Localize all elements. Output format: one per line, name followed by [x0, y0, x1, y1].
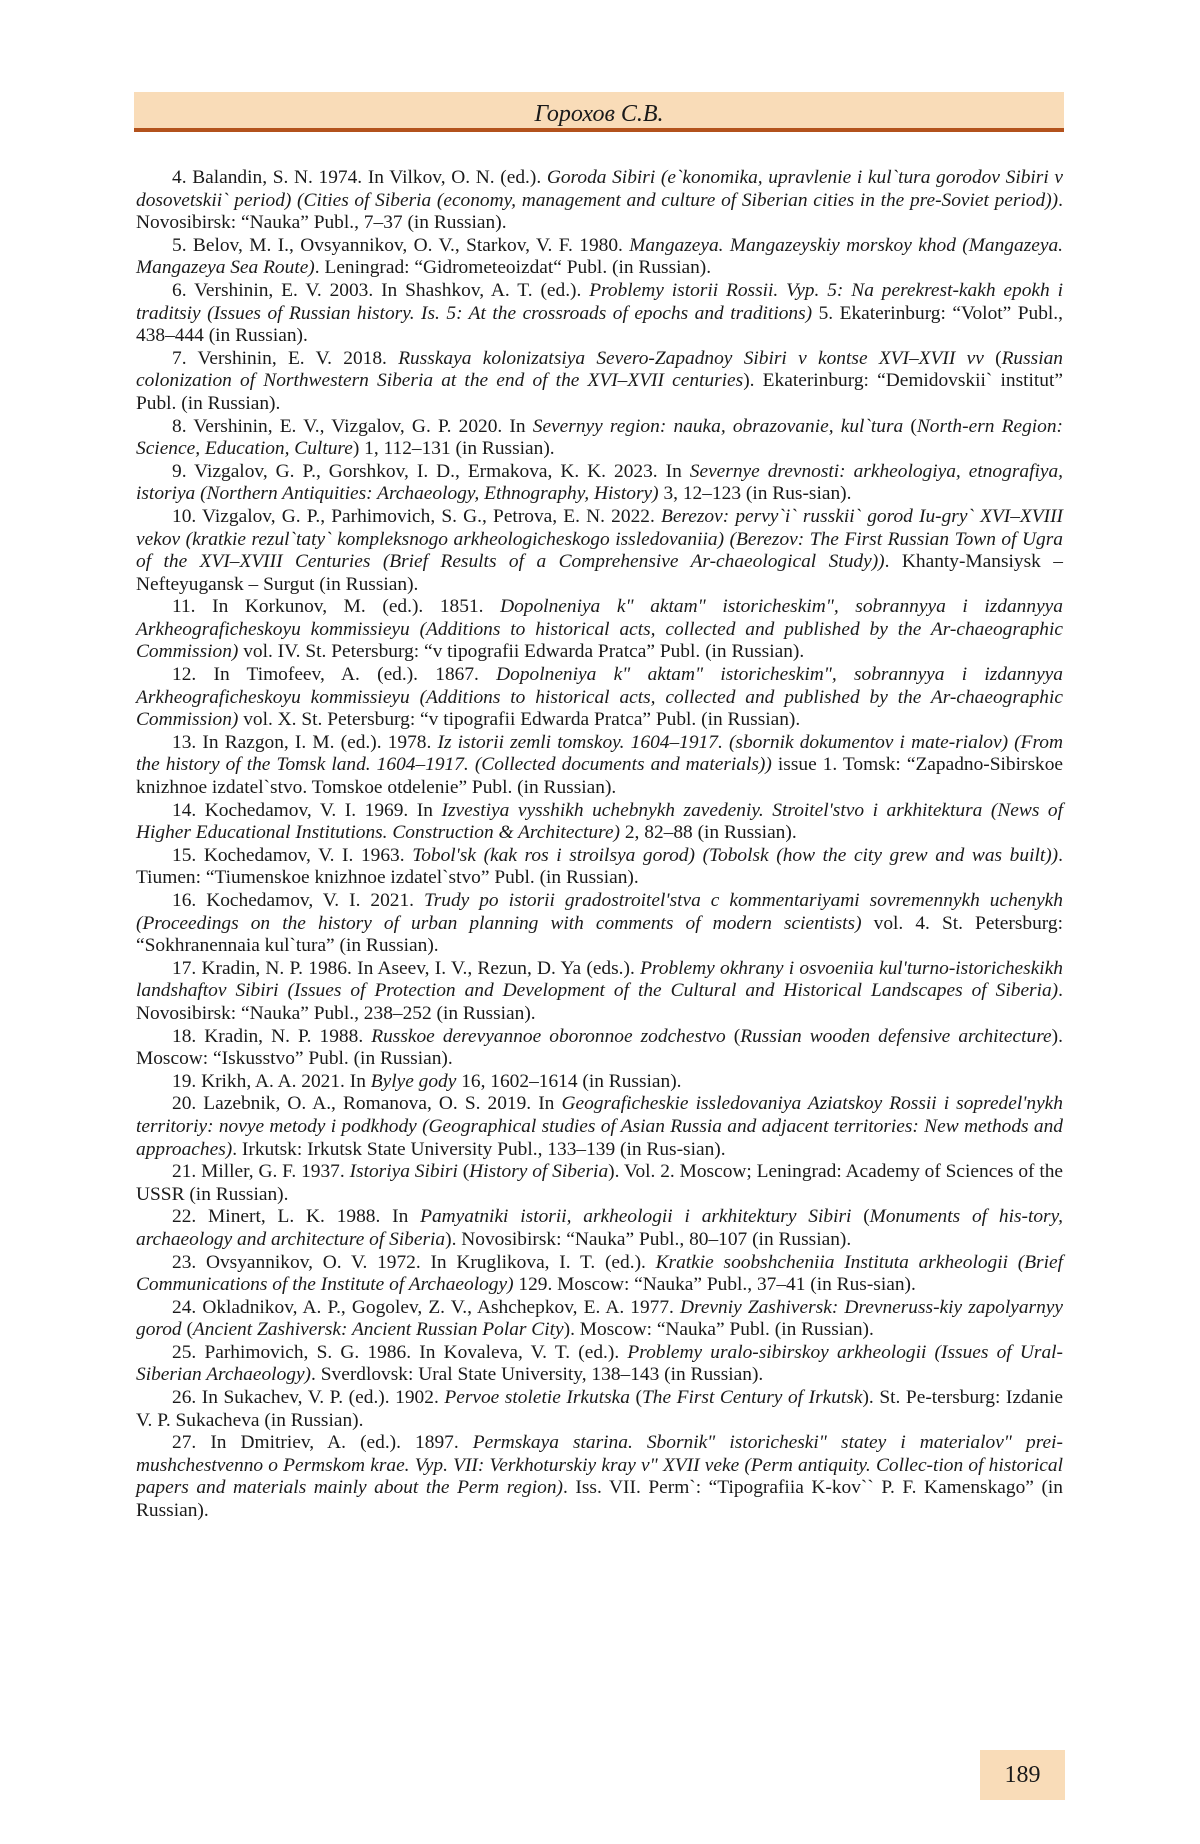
reference-title: Goroda Sibiri (e`konomika, upravlenie i kul`tura gorodov Sibiri v dosovetskii` period) (Cities of Siberia (economy, management and culture of Siberian cities in the pre-Soviet period)) [136, 167, 1063, 211]
reference-title: Severnyy region: nauka, obrazovanie, kul`tura [532, 415, 904, 437]
reference-text: 16, 1602–1614 (in Russian). [456, 1070, 682, 1092]
reference-entry [136, 596, 1063, 664]
reference-title: Drevniy Zashiversk: Drevneruss-kiy zapolyarnyy gorod [136, 1296, 1064, 1341]
reference-title: Geograficheskie issledovaniya Aziatskoy Rossii i sopredel'nykh territoriy: novye metody i podkhody (Geographical studies of Asian Russia and adjacent territories: New methods and approaches) [136, 1093, 1063, 1160]
reference-entry [136, 1342, 1063, 1387]
reference-text: 129. Moscow: “Nauka” Publ., 37–41 (in Rus-sian). [513, 1274, 916, 1296]
reference-title: Monuments of his-tory, archaeology and architecture of Siberia [136, 1206, 1063, 1250]
reference-text: 7. Vershinin, E. V. 2018. [172, 347, 399, 369]
reference-entry [136, 280, 1063, 348]
reference-text: . Tiumen: “Tiumenskoe knizhnoe izdatel`stvo” Publ. (in Russian). [136, 844, 1064, 889]
reference-text: 8. Vershinin, E. V., Vizgalov, G. P. 2020. In [172, 415, 533, 437]
reference-text: ). Moscow: “Iskusstvo” Publ. (in Russian). [136, 1025, 1063, 1070]
reference-entry [136, 958, 1063, 1026]
reference-entry [136, 1252, 1063, 1297]
reference-text: ). Novosibirsk: “Nauka” Publ., 80–107 (in Russian). [445, 1228, 852, 1250]
reference-text: 17. Kradin, N. P. 1986. In Aseev, I. V., Rezun, D. Ya (eds.). [172, 957, 641, 979]
reference-text: ( [629, 1387, 642, 1409]
reference-title: Izvestiya vysshikh uchebnykh zavedeniy. Stroitel'stvo i arkhitektura (News of Higher Educational Institutions. Construction & Architecture) [136, 799, 1063, 844]
reference-title: Tobol'sk (kak ros i stroilsya gorod) (Tobolsk (how the city grew and was built)) [412, 844, 1059, 866]
reference-text: 9. Vizgalov, G. P., Gorshkov, I. D., Ermakova, K. K. 2023. In [172, 460, 690, 482]
reference-text: . Khanty-Mansiysk – Nefteyugansk – Surgut (in Russian). [136, 551, 1063, 595]
reference-entry [136, 348, 1063, 416]
reference-text: 3, 12–123 (in Rus-sian). [658, 483, 852, 505]
reference-title: Bylye gody [370, 1070, 457, 1092]
reference-text: ( [725, 1025, 741, 1047]
reference-text: ). Vol. 2. Moscow; Leningrad: Academy of Sciences of the USSR (in Russian). [136, 1161, 1064, 1205]
reference-entry [136, 1387, 1063, 1432]
reference-title: Trudy po istorii gradostroitel'stva c kommentariyami sovremennykh uchenykh (Proceedings on the history of urban planning with comments of modern scientists) [136, 890, 1063, 934]
reference-entry [136, 800, 1063, 845]
reference-title: The First Century of Irkutsk [642, 1387, 863, 1409]
reference-text: 19. Krikh, A. A. 2021. In [172, 1070, 371, 1092]
reference-text: 26. In Sukachev, V. P. (ed.). 1902. [172, 1387, 445, 1409]
reference-text: 25. Parhimovich, S. G. 1986. In Kovaleva, V. T. (ed.). [172, 1341, 628, 1363]
reference-text: 10. Vizgalov, G. P., Parhimovich, S. G., Petrova, E. N. 2022. [172, 505, 661, 527]
reference-text: . Novosibirsk: “Nauka” Publ., 238–252 (in Russian). [136, 980, 1063, 1024]
reference-text: issue 1. Tomsk: “Zapadno-Sibirskoe knizhnoe izdatel`stvo. Tomskoe otdelenie” Publ. (in Russian). [136, 754, 1064, 799]
reference-entry [136, 1093, 1063, 1161]
reference-title: Problemy uralo-sibirskoy arkheologii (Issues of Ural-Siberian Archaeology) [136, 1341, 1063, 1386]
reference-title: Pervoe stoletie Irkutska [444, 1387, 630, 1409]
reference-text: vol. 4. St. Petersburg: “Sokhranennaia kul`tura” (in Russian). [136, 912, 1063, 957]
reference-text: 22. Minert, L. K. 1988. In [172, 1206, 421, 1228]
reference-title: Istoriya Sibiri [349, 1161, 458, 1183]
reference-entry [136, 664, 1063, 732]
reference-entry [136, 1026, 1063, 1071]
reference-text: 15. Kochedamov, V. I. 1963. [172, 844, 413, 866]
reference-title: Ancient Zashiversk: Ancient Russian Polar City [192, 1319, 564, 1341]
running-head-author: Горохов С.В. [534, 101, 664, 127]
reference-entry [136, 1071, 1063, 1094]
page-number: 189 [1004, 1762, 1041, 1788]
reference-title: Problemy istorii Rossii. Vyp. 5: Na perekrest-kakh epokh i traditsiy (Issues of Russian history. Is. 5: At the crossroads of epochs and traditions) [136, 279, 1063, 324]
reference-text: 20. Lazebnik, O. A., Romanova, O. S. 2019. In [172, 1093, 562, 1115]
reference-title: Problemy okhrany i osvoeniia kul'turno-istoricheskikh landshaftov Sibiri (Issues of Protection and Development of the Cultural and Historical Landscapes of Siberia) [136, 957, 1063, 1002]
reference-text: 11. In Korkunov, M. (ed.). 1851. [172, 596, 501, 618]
reference-text: ). Moscow: “Nauka” Publ. (in Russian). [563, 1319, 874, 1341]
reference-text: ( [457, 1161, 470, 1183]
reference-entry [136, 167, 1063, 235]
reference-entry [136, 1206, 1063, 1251]
reference-title: Dopolneniya k" aktam" istoricheskim", sobrannyya i izdannyya Arkheograficheskoyu kommissieyu (Additions to historical acts, collected and published by the Ar-chaeographic Commission) [136, 664, 1063, 731]
reference-text: . Novosibirsk: “Nauka” Publ., 7–37 (in Russian). [136, 189, 1063, 234]
reference-text: 13. In Razgon, I. M. (ed.). 1978. [172, 731, 438, 753]
reference-text: . Sverdlovsk: Ural State University, 138–143 (in Russian). [311, 1364, 764, 1386]
reference-text: ( [903, 415, 917, 437]
reference-text: 14. Kochedamov, V. I. 1969. In [172, 799, 442, 821]
reference-text: 5. Belov, M. I., Ovsyannikov, O. V., Starkov, V. F. 1980. [172, 234, 630, 256]
reference-text: . Iss. VII. Perm`: “Tipografiia K-kov`` P. F. Kamenskago” (in Russian). [136, 1477, 1063, 1522]
reference-title: Russkaya kolonizatsiya Severo-Zapadnoy Sibiri v kontse XVI–XVII vv [398, 347, 984, 369]
reference-text: 16. Kochedamov, V. I. 2021. [172, 890, 424, 911]
reference-entry [136, 845, 1063, 890]
reference-title: Dopolneniya k" aktam" istoricheskim", sobrannyya i izdannyya Arkheograficheskoyu kommissieyu (Additions to historical acts, collected and published by the Ar-chaeographic Commission) [136, 596, 1063, 663]
reference-title: Severnye drevnosti: arkheologiya, etnografiya, istoriya (Northern Antiquities: Archaeology, Ethnography, History) [136, 460, 1063, 505]
reference-text: . Leningrad: “Gidrometeoizdat“ Publ. (in Russian). [314, 257, 712, 279]
reference-text: ( [851, 1206, 870, 1228]
reference-text: ). St. Pe-tersburg: Izdanie V. P. Sukacheva (in Russian). [136, 1387, 1063, 1431]
reference-entry [136, 416, 1063, 461]
reference-text: . Irkutsk: Irkutsk State University Publ., 133–139 (in Rus-sian). [232, 1138, 726, 1160]
reference-title: Russkoe derevyannoe oboronnoe zodchestvo [371, 1025, 726, 1047]
reference-entry [136, 1161, 1063, 1206]
running-header [134, 92, 1064, 132]
reference-list [136, 167, 1063, 1523]
reference-text: ( [181, 1319, 193, 1341]
reference-text: 18. Kradin, N. P. 1988. [172, 1025, 372, 1047]
reference-title: Mangazeya. Mangazeyskiy morskoy khod (Mangazeya. Mangazeya Sea Route) [136, 234, 1063, 279]
reference-title: Russian wooden defensive architecture [740, 1025, 1052, 1047]
reference-text: 5. Ekaterinburg: “Volot” Publ., 438–444 (in Russian). [136, 302, 1063, 347]
reference-text: ) 1, 112–131 (in Russian). [352, 438, 555, 460]
reference-text: ). Ekaterinburg: “Demidovskii` institut” Publ. (in Russian). [136, 370, 1063, 414]
reference-text: 24. Okladnikov, A. P., Gogolev, Z. V., Ashchepkov, E. A. 1977. [172, 1296, 680, 1318]
reference-title: Permskaya starina. Sbornik" istoricheski" statey i materialov" prei-mushchestvenno o Permskom krae. Vyp. VII: Verkhoturskiy kray v" XVII veke (Perm antiquity. Collec-tion of historical papers and materials mainly about the Perm region) [136, 1432, 1063, 1499]
reference-title: North-ern Region: Science, Education, Culture [136, 415, 1063, 460]
reference-text: ( [983, 347, 1002, 369]
reference-text: vol. X. St. Petersburg: “v tipografii Edwarda Pratca” Publ. (in Russian). [238, 709, 801, 731]
page-number-box [980, 1750, 1065, 1800]
reference-entry [136, 506, 1063, 596]
reference-entry [136, 461, 1063, 506]
reference-text: vol. IV. St. Petersburg: “v tipografii Edwarda Pratca” Publ. (in Russian). [238, 641, 805, 663]
reference-entry [136, 890, 1063, 958]
reference-title: Russian colonization of Northwestern Siberia at the end of the XVI–XVII centuries [136, 347, 1063, 392]
reference-title: History of Siberia [469, 1161, 609, 1183]
reference-text: 23. Ovsyannikov, O. V. 1972. In Kruglikova, I. T. (ed.). [172, 1251, 656, 1273]
reference-entry [136, 1297, 1063, 1342]
reference-title: Pamyatniki istorii, arkheologii i arkhitektury Sibiri [420, 1206, 852, 1228]
reference-text: 21. Miller, G. F. 1937. [172, 1161, 350, 1183]
reference-text: 6. Vershinin, E. V. 2003. In Shashkov, A. T. (ed.). [172, 279, 590, 301]
reference-entry [136, 732, 1063, 800]
reference-text: 12. In Timofeev, A. (ed.). 1867. [172, 664, 497, 686]
reference-title: Kratkie soobshcheniia Instituta arkheologii (Brief Communications of the Institute of Archaeology) [136, 1251, 1063, 1296]
reference-text: 27. In Dmitriev, A. (ed.). 1897. [172, 1432, 473, 1454]
reference-entry [136, 235, 1063, 280]
reference-text: 4. Balandin, S. N. 1974. In Vilkov, O. N. (ed.). [172, 167, 547, 188]
reference-title: Berezov: pervy`i` russkii` gorod Iu-gry` XVI–XVIII vekov (kratkie rezul`taty` kompleksnogo arkheologicheskogo issledovaniia) (Berezov: The First Russian Town of Ugra of the XVI–XVIII Centuries (Brief Results of a Comprehensive Ar-chaeological Study)) [136, 505, 1063, 573]
reference-entry [136, 1432, 1063, 1522]
reference-text: 2, 82–88 (in Russian). [620, 822, 797, 844]
reference-title: Iz istorii zemli tomskoy. 1604–1917. (sbornik dokumentov i mate-rialov) (From the history of the Tomsk land. 1604–1917. (Collected documents and materials)) [136, 731, 1064, 776]
